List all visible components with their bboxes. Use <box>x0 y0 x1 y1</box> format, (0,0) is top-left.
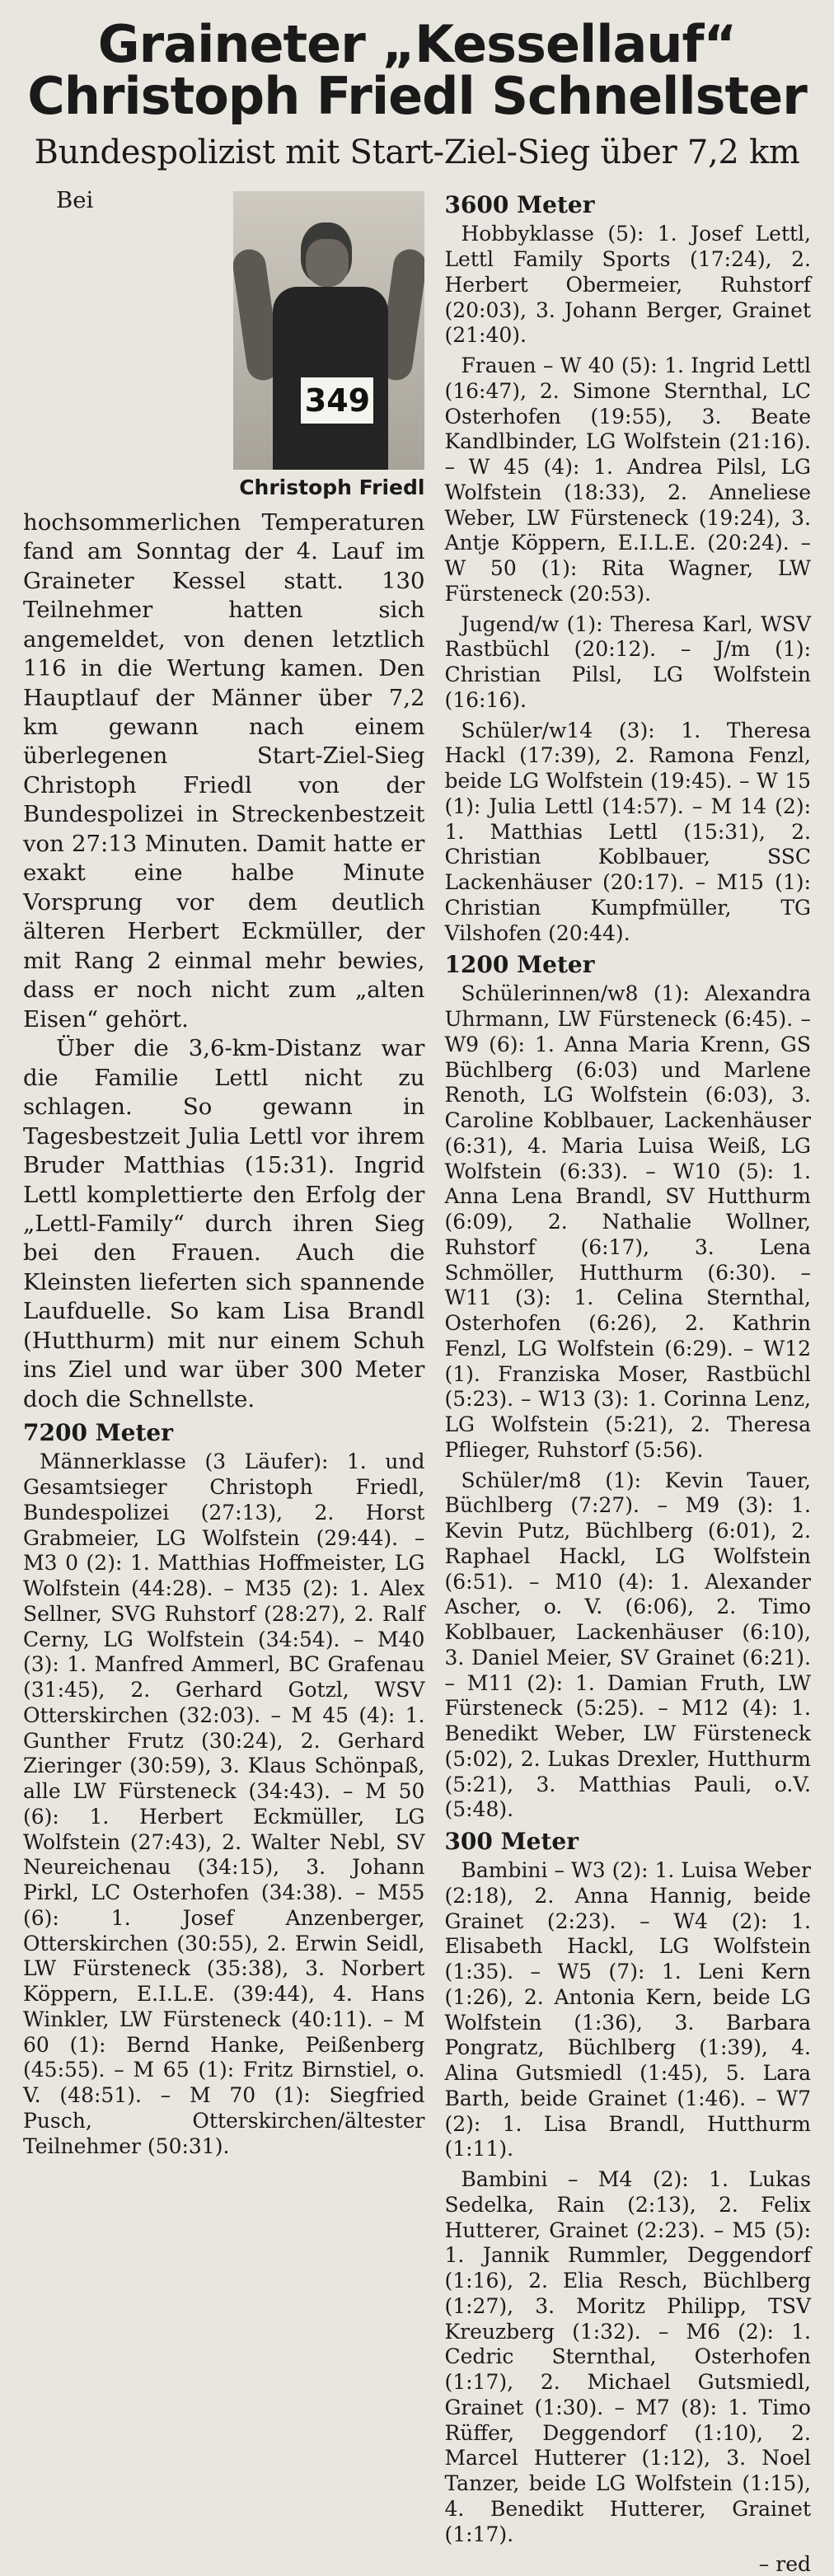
subheadline: Bundespolizist mit Start-Ziel-Sieg über 7,2 km <box>34 133 800 172</box>
results-paragraph: Hobbyklasse (5): 1. Josef Lettl, Lettl Family Sports (17:24), 2. Herbert Obermeier, Ruhstorf (20:03), 3. Johann Berger, Grainet (21:40). <box>444 222 811 348</box>
results-paragraph: Schüler/w14 (3): 1. Theresa Hackl (17:39), 2. Ramona Fenzl, beide LG Wolfstein (19:45). – W 15 (1): Julia Lettl (14:57). – M 14 (2): 1. Matthias Lettl (15:31), 2. Christian Koblbauer, SSC Lackenhäuser (20:17). – M15 (1): Christian Kumpfmüller, TG Vilshofen (20:44). <box>444 718 811 945</box>
results-paragraph: Jugend/w (1): Theresa Karl, WSV Rastbüchl (20:12). – J/m (1): Christian Pilsl, LG Wolfstein (16:16). <box>444 611 811 712</box>
results-3600 <box>444 222 811 946</box>
results-300 <box>444 1858 811 2547</box>
section-title-1200: 1200 Meter <box>444 951 595 979</box>
results-7200 <box>23 1450 424 2159</box>
section-title-3600: 3600 Meter <box>444 191 595 219</box>
section-title-300: 300 Meter <box>444 1828 579 1856</box>
bib-number: 349 <box>299 376 375 425</box>
results-paragraph: Männerklasse (3 Läufer): 1. und Gesamtsieger Christoph Friedl, Bundespolizei (27:13), 2. Horst Grabmeier, LG Wolfstein (29:44). – M3 0 (2): 1. Matthias Hoffmeister, LG Wolfstein (44:28). – M35 (2): 1. Alex Sellner, SVG Ruhstorf (28:27), 2. Ralf Cerny, LG Wolfstein (34:54). – M40 (3): 1. Manfred Ammerl, BC Grafenau (31:45), 2. Gerhard Gotzl, WSV Otterskirchen (32:03). – M 45 (4): 1. Gunther Frutz (30:24), 2. Gerhard Zieringer (30:59), 3. Klaus Schönpaß, alle LW Fürsteneck (34:43). – M 50 (6): 1. Herbert Eckmüller, LG Wolfstein (27:43), 2. Walter Nebl, SV Neureichenau (34:15), 3. Johann Pirkl, LC Osterhofen (34:38). – M55 (6): 1. Josef Anzenberger, Otterskirchen (30:55), 2. Erwin Seidl, LW Fürsteneck (35:38), 3. Norbert Köppern, E.I.L.E. (39:44), 4. Hans Winkler, LW Fürsteneck (40:11). – M 60 (1): Bernd Hanke, Peißenberg (45:55). – M 65 (1): Fritz Birnstiel, o. V. (48:51). – M 70 (1): Siegfried Pusch, Otterskirchen/ältester Teilnehmer (50:31). <box>23 1450 425 2158</box>
headline <box>23 14 811 127</box>
results-paragraph: Schülerinnen/w8 (1): Alexandra Uhrmann, LW Fürsteneck (6:45). – W9 (6): 1. Anna Maria Krenn, GS Büchlberg (6:03) und Marlene Renoth, LG Wolfstein (6:03), 3. Caroline Koblbauer, Lackenhäuser (6:31), 4. Maria Luisa Weiß, LG Wolfstein (6:33). – W10 (5): 1. Anna Lena Brandl, SV Hutthurm (6:09), 2. Nathalie Wollner, Ruhstorf (6:17), 3. Lena Schmöller, Hutthurm (6:30). – W11 (3): 1. Celina Sternthal, Osterhofen (6:26), 2. Kathrin Fenzl, LG Wolfstein (6:29). – W12 (1). Franziska Moser, Rastbüchl (5:23). – W13 (3): 1. Corinna Lenz, LG Wolfstein (5:21), 2. Theresa Pflieger, Ruhstorf (5:56). <box>444 981 811 1462</box>
left-column <box>23 186 424 2576</box>
results-paragraph: Frauen – W 40 (5): 1. Ingrid Lettl (16:47), 2. Simone Sternthal, LC Osterhofen (19:55), 3. Beate Kandlbinder, LG Wolfstein (21:16). – W 45 (4): 1. Andrea Pilsl, LG Wolfstein (18:33), 2. Anneliese Weber, LW Fürsteneck (19:24), 3. Antje Köppern, E.I.L.E. (20:24). – W 50 (1): Rita Wagner, LW Fürsteneck (20:53). <box>444 354 811 606</box>
headline-line-2: Christoph Friedl Schnellster <box>27 66 807 127</box>
results-paragraph: Bambini – M4 (2): 1. Lukas Sedelka, Rain (2:13), 2. Felix Hutterer, Grainet (2:23). – M5 (5): 1. Jannik Rummler, Deggendorf (1:16), 2. Elia Resch, Büchlberg (1:27), 3. Moritz Philipp, TSV Kreuzberg (1:32). – M6 (2): 1. Cedric Sternthal, Osterhofen (1:17), 2. Michael Gutsmiedl, Grainet (1:30). – M7 (8): 1. Timo Rüffer, Deggendorf (1:10), 2. Marcel Hutterer (1:12), 3. Noel Tanzer, beide LG Wolfstein (1:15), 4. Benedikt Hutterer, Grainet (1:17). <box>444 2167 811 2546</box>
article-columns <box>23 186 811 2576</box>
photo-caption: Christoph Friedl <box>239 475 425 500</box>
intro-text <box>23 186 424 1414</box>
results-paragraph: Bambini – W3 (2): 1. Luisa Weber (2:18), 2. Anna Hannig, beide Grainet (2:23). – W4 (2): 1. Elisabeth Hackl, LG Wolfstein (1:35). – W5 (7): 1. Leni Kern (1:26), 2. Antonia Kern, beide LG Wolfstein (1:36), 3. Barbara Pongratz, Büchlberg (1:39), 4. Alina Gutsmiedl (1:45), 5. Lara Barth, beide Grainet (1:46). – W7 (2): 1. Lisa Brandl, Hutthurm (1:11). <box>444 1858 811 2161</box>
results-1200 <box>444 981 811 1823</box>
section-title-7200: 7200 Meter <box>23 1419 173 1447</box>
author-signoff: – red <box>758 2552 811 2576</box>
headline-line-1: Graineter „Kessellauf“ <box>97 14 737 74</box>
runner-photo <box>233 191 424 470</box>
photo-figure <box>233 191 424 501</box>
intro-paragraph-1: Bei hochsommerlichen Temperaturen fand am Sonntag der 4. Lauf im Graineter Kessel statt. 130 Teilnehmer hatten sich angemeldet, von denen letztlich 116 in die Wertung kamen. Den Hauptlauf der Männer über 7,2 km gewann nach einem überlegenen Start-Ziel-Sieg Christoph Friedl von der Bundespolizei in Streckenbestzeit von 27:13 Minuten. Damit hatte er exakt eine halbe Minute Vorsprung vor dem deutlich älteren Herbert Eckmüller, der mit Rang 2 einmal mehr bewies, dass er noch nicht zum „alten Eisen“ gehört. <box>23 187 425 1033</box>
right-column <box>444 186 811 2576</box>
intro-paragraph-2: Über die 3,6-km-Distanz war die Familie Lettl nicht zu schlagen. So gewann in Tagesbestzeit Julia Lettl vor ihrem Bruder Matthias (15:31). Ingrid Lettl komplettierte den Erfolg der „Lettl-Family“ durch ihren Sieg bei den Frauen. Auch die Kleinsten lieferten sich spannende Laufduelle. So kam Lisa Brandl (Hutthurm) mit nur einem Schuh ins Ziel und war über 300 Meter doch die Schnellste. <box>23 1035 425 1412</box>
results-paragraph: Schüler/m8 (1): Kevin Tauer, Büchlberg (7:27). – M9 (3): 1. Kevin Putz, Büchlberg (6:01), 2. Raphael Hackl, LG Wolfstein (6:51). – M10 (4): 1. Alexander Ascher, o. V. (6:06), 2. Timo Koblbauer, Lackenhäuser (6:10), 3. Daniel Meier, SV Grainet (6:21). – M11 (2): 1. Damian Fruth, LW Fürsteneck (5:25). – M12 (4): 1. Benedikt Weber, LW Fürsteneck (5:02), 2. Lukas Drexler, Hutthurm (5:21), 3. Matthias Pauli, o.V. (5:48). <box>444 1468 811 1822</box>
